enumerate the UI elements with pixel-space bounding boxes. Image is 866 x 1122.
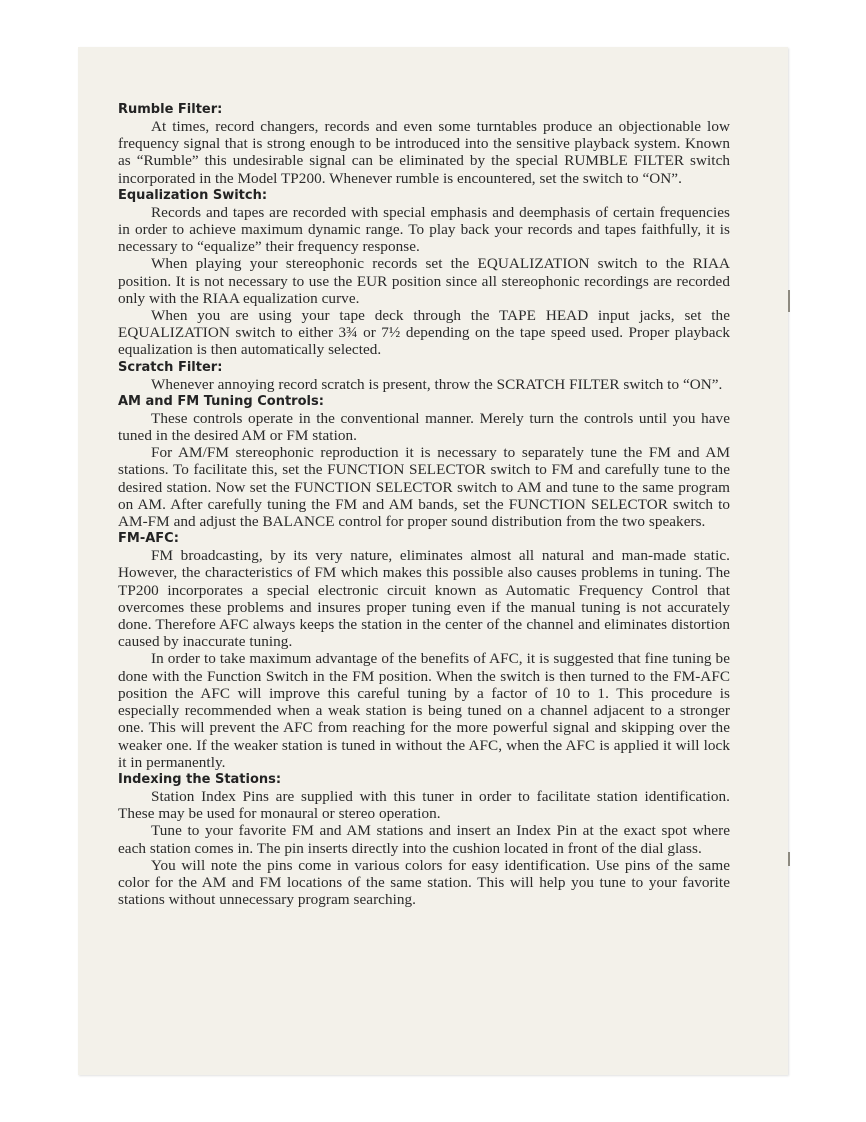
paragraph: Whenever annoying record scratch is present, throw the SCRATCH FILTER switch to “ON”.: [151, 375, 723, 393]
section-heading: Scratch Filter:: [118, 359, 223, 375]
paragraph: For AM/FM stereophonic reproduction it is necessary to separately tune the FM and AM stations. To facilitate this, set the FUNCTION SELECTOR switch to FM and carefully tune to the desired station. Now set the FUNCTION SELECTOR switch to AM and tune to the same program on AM. After carefully tuning the FM and AM bands, set the FUNCTION SELECTOR switch to AM-FM and adjust the BALANCE control for proper sound distribution from the two speakers.: [118, 444, 730, 531]
section-scratch-filter: [118, 359, 730, 393]
section-rumble-filter: [118, 101, 730, 187]
paragraph: You will note the pins come in various colors for easy identification. Use pins of the same color for the AM and FM locations of the same station. This will help you tune to your favorite stations without unnecessary program searching.: [118, 856, 730, 909]
section-indexing-stations: [118, 771, 730, 908]
paragraph: These controls operate in the conventional manner. Merely turn the controls until you have tuned in the desired AM or FM station.: [118, 409, 730, 445]
section-heading: Indexing the Stations:: [118, 771, 282, 787]
paragraph: Tune to your favorite FM and AM stations and insert an Index Pin at the exact spot where each station comes in. The pin inserts directly into the cushion located in front of the dial glass.: [118, 822, 730, 857]
section-heading: FM-AFC:: [118, 531, 179, 547]
paragraph: In order to take maximum advantage of the benefits of AFC, it is suggested that fine tuning be done with the Function Switch in the FM position. When the switch is then turned to the FM-AFC position the AFC will improve this careful tuning by a factor of 10 to 1. This procedure is especially recommended when a weak station is being tuned on a channel adjacent to a stronger one. This will prevent the AFC from reaching for the more powerful signal and skipping over the weaker one. If the weaker station is tuned in without the AFC, when the AFC is applied it will lock it in permanently.: [118, 650, 730, 771]
manual-text: [118, 101, 730, 908]
section-fm-afc: [118, 530, 730, 771]
section-heading: AM and FM Tuning Controls:: [118, 393, 324, 409]
paragraph: Station Index Pins are supplied with this tuner in order to facilitate station identification. These may be used for monaural or stereo operation.: [118, 787, 730, 823]
page-edge-mark: [788, 852, 790, 866]
section-am-fm-tuning-controls: [118, 393, 730, 530]
section-heading: Equalization Switch:: [118, 187, 268, 203]
paragraph: At times, record changers, records and even some turntables produce an objectionable low frequency signal that is strong enough to be introduced into the sensitive playback system. Known as “Rumble” this undesirable signal can be eliminated by the special RUMBLE FILTER switch incorporated in the Model TP200. Whenever rumble is encountered, set the switch to “ON”.: [118, 118, 730, 187]
paragraph: When you are using your tape deck through the TAPE HEAD input jacks, set the EQUALIZATION switch to either 3¾ or 7½ depending on the tape speed used. Proper playback equalization is then automatically selected.: [118, 307, 730, 359]
paragraph: Records and tapes are recorded with special emphasis and deemphasis of certain frequencies in order to achieve maximum dynamic range. To play back your records and tapes faithfully, it is necessary to “equalize” their frequency response.: [118, 203, 730, 256]
paragraph: FM broadcasting, by its very nature, eliminates almost all natural and man-made static. However, the characteristics of FM which makes this possible also causes problems in tuning. The TP200 incorporates a special electronic circuit known as Automatic Frequency Control that overcomes these problems and insures proper tuning even if the manual tuning is not accurately done. Therefore AFC always keeps the station in the center of the channel and eliminates distortion caused by inaccurate tuning.: [118, 547, 730, 651]
page-edge-mark: [788, 290, 790, 312]
paragraph: When playing your stereophonic records set the EQUALIZATION switch to the RIAA position. It is not necessary to use the EUR position since all stereophonic recordings are recorded only with the RIAA equalization curve.: [118, 255, 730, 307]
section-heading: Rumble Filter:: [118, 102, 223, 117]
section-equalization-switch: [118, 187, 730, 359]
